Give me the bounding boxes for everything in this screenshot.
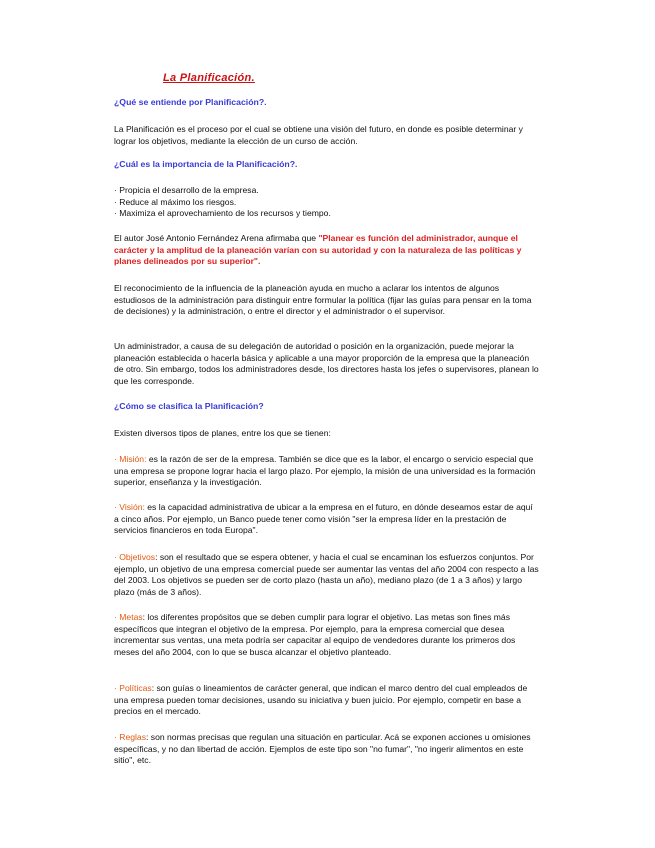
type-text: es la razón de ser de la empresa. También se dice que es la labor, el encargo o servicio especial que una empresa se propone lograr hacia el largo plazo. Por ejemplo, la misión de una universidad es la formación superior, enseñanza y la investigación. xyxy=(114,454,536,488)
type-text: : son normas precisas que regulan una situación en particular. Acá se exponen acciones u omisiones específicas, y no dan libertad de acción. Ejemplos de este tipo son "no fumar", "no ingerir alimentos en este sitio", etc. xyxy=(114,732,531,766)
type-term: · Reglas xyxy=(114,732,146,742)
list-item: · Reduce al máximo los riesgos. xyxy=(114,196,237,207)
type-vision xyxy=(114,502,539,537)
type-objetivos xyxy=(114,552,539,598)
type-term: · Visión: xyxy=(114,502,145,512)
type-term: · Objetivos xyxy=(114,552,156,562)
importance-list xyxy=(114,185,539,220)
list-item: · Propicia el desarrollo de la empresa. xyxy=(114,185,259,195)
type-mision xyxy=(114,454,539,489)
type-metas xyxy=(114,612,539,658)
type-text: : son el resultado que se espera obtener, y hacia el cual se encaminan los esfuerzos conjuntos. Por ejemplo, un objetivo de una empresa comercial puede ser aumentar las ventas del año 2004 con respecto a las del 2003. Los objetivos se pueden ser de corto plazo (hasta un año), mediano plazo (de 1 a 3 años) y largo plazo (más de 3 años). xyxy=(114,552,539,597)
type-term: · Políticas xyxy=(114,683,152,693)
paragraph-definition: La Planificación es el proceso por el cual se obtiene una visión del futuro, en donde es posible determinar y lograr los objetivos, mediante la elección de un curso de acción. xyxy=(114,124,523,146)
list-item: · Maximiza el aprovechamiento de los recursos y tiempo. xyxy=(114,208,331,219)
type-reglas xyxy=(114,732,539,767)
type-text: : son guías o lineamientos de carácter general, que indican el marco dentro del cual empleados de una empresa pueden tomar decisiones, usando su iniciativa y buen juicio. Por ejemplo, competir en base a precios en el mercado. xyxy=(114,683,528,717)
type-politicas xyxy=(114,683,539,718)
paragraph-administrator: Un administrador, a causa de su delegación de autoridad o posición en la organización, puede mejorar la planeación establecida o hacerla básica y aplicable a una mayor proporción de la empresa que la planeación de otro. Sin embargo, todos los administradores desde, los directores hasta los jefes o supervisores, planean lo que les corresponde. xyxy=(114,341,539,386)
type-term: · Misión: xyxy=(114,454,147,464)
page-title: La Planificación. xyxy=(163,72,255,84)
paragraph-types-intro: Existen diversos tipos de planes, entre los que se tienen: xyxy=(114,428,331,438)
paragraph-recognition: El reconocimiento de la influencia de la planeación ayuda en mucho a aclarar los intentos de algunos estudiosos de la administración para distinguir entre formular la política (fijar las guías para pensar en la toma de decisiones) y la administración, o entre el director y el administrador o el supervisor. xyxy=(114,283,532,317)
paragraph-quote xyxy=(114,233,539,268)
question-1: ¿Qué se entiende por Planificación?. xyxy=(114,97,267,107)
type-text: : los diferentes propósitos que se deben cumplir para lograr el objetivo. Las metas son fines más específicos que integran el objetivo de la empresa. Por ejemplo, para la empresa comercial que desea incrementar sus ventas, una meta podría ser capacitar al equipo de vendedores durante los primeros dos meses del año 2004, con lo que se busca alcanzar el objetivo planteado. xyxy=(114,612,516,657)
quote-text: "Planear es función del administrador, aunque el carácter y la amplitud de la planeación varían con su autoridad y con la naturaleza de las políticas y planes delineados por su superior". xyxy=(114,233,522,267)
type-term: · Metas xyxy=(114,612,143,622)
type-text: es la capacidad administrativa de ubicar a la empresa en el futuro, en dónde deseamos estar de aquí a cinco años. Por ejemplo, un Banco puede tener como visión "ser la empresa líder en la prestación de servicios financieros en toda Europa". xyxy=(114,502,533,536)
question-3: ¿Cómo se clasifica la Planificación? xyxy=(114,401,264,411)
quote-intro: El autor José Antonio Fernández Arena afirmaba que xyxy=(114,233,319,243)
question-2: ¿Cuál es la importancia de la Planificación?. xyxy=(114,159,298,169)
